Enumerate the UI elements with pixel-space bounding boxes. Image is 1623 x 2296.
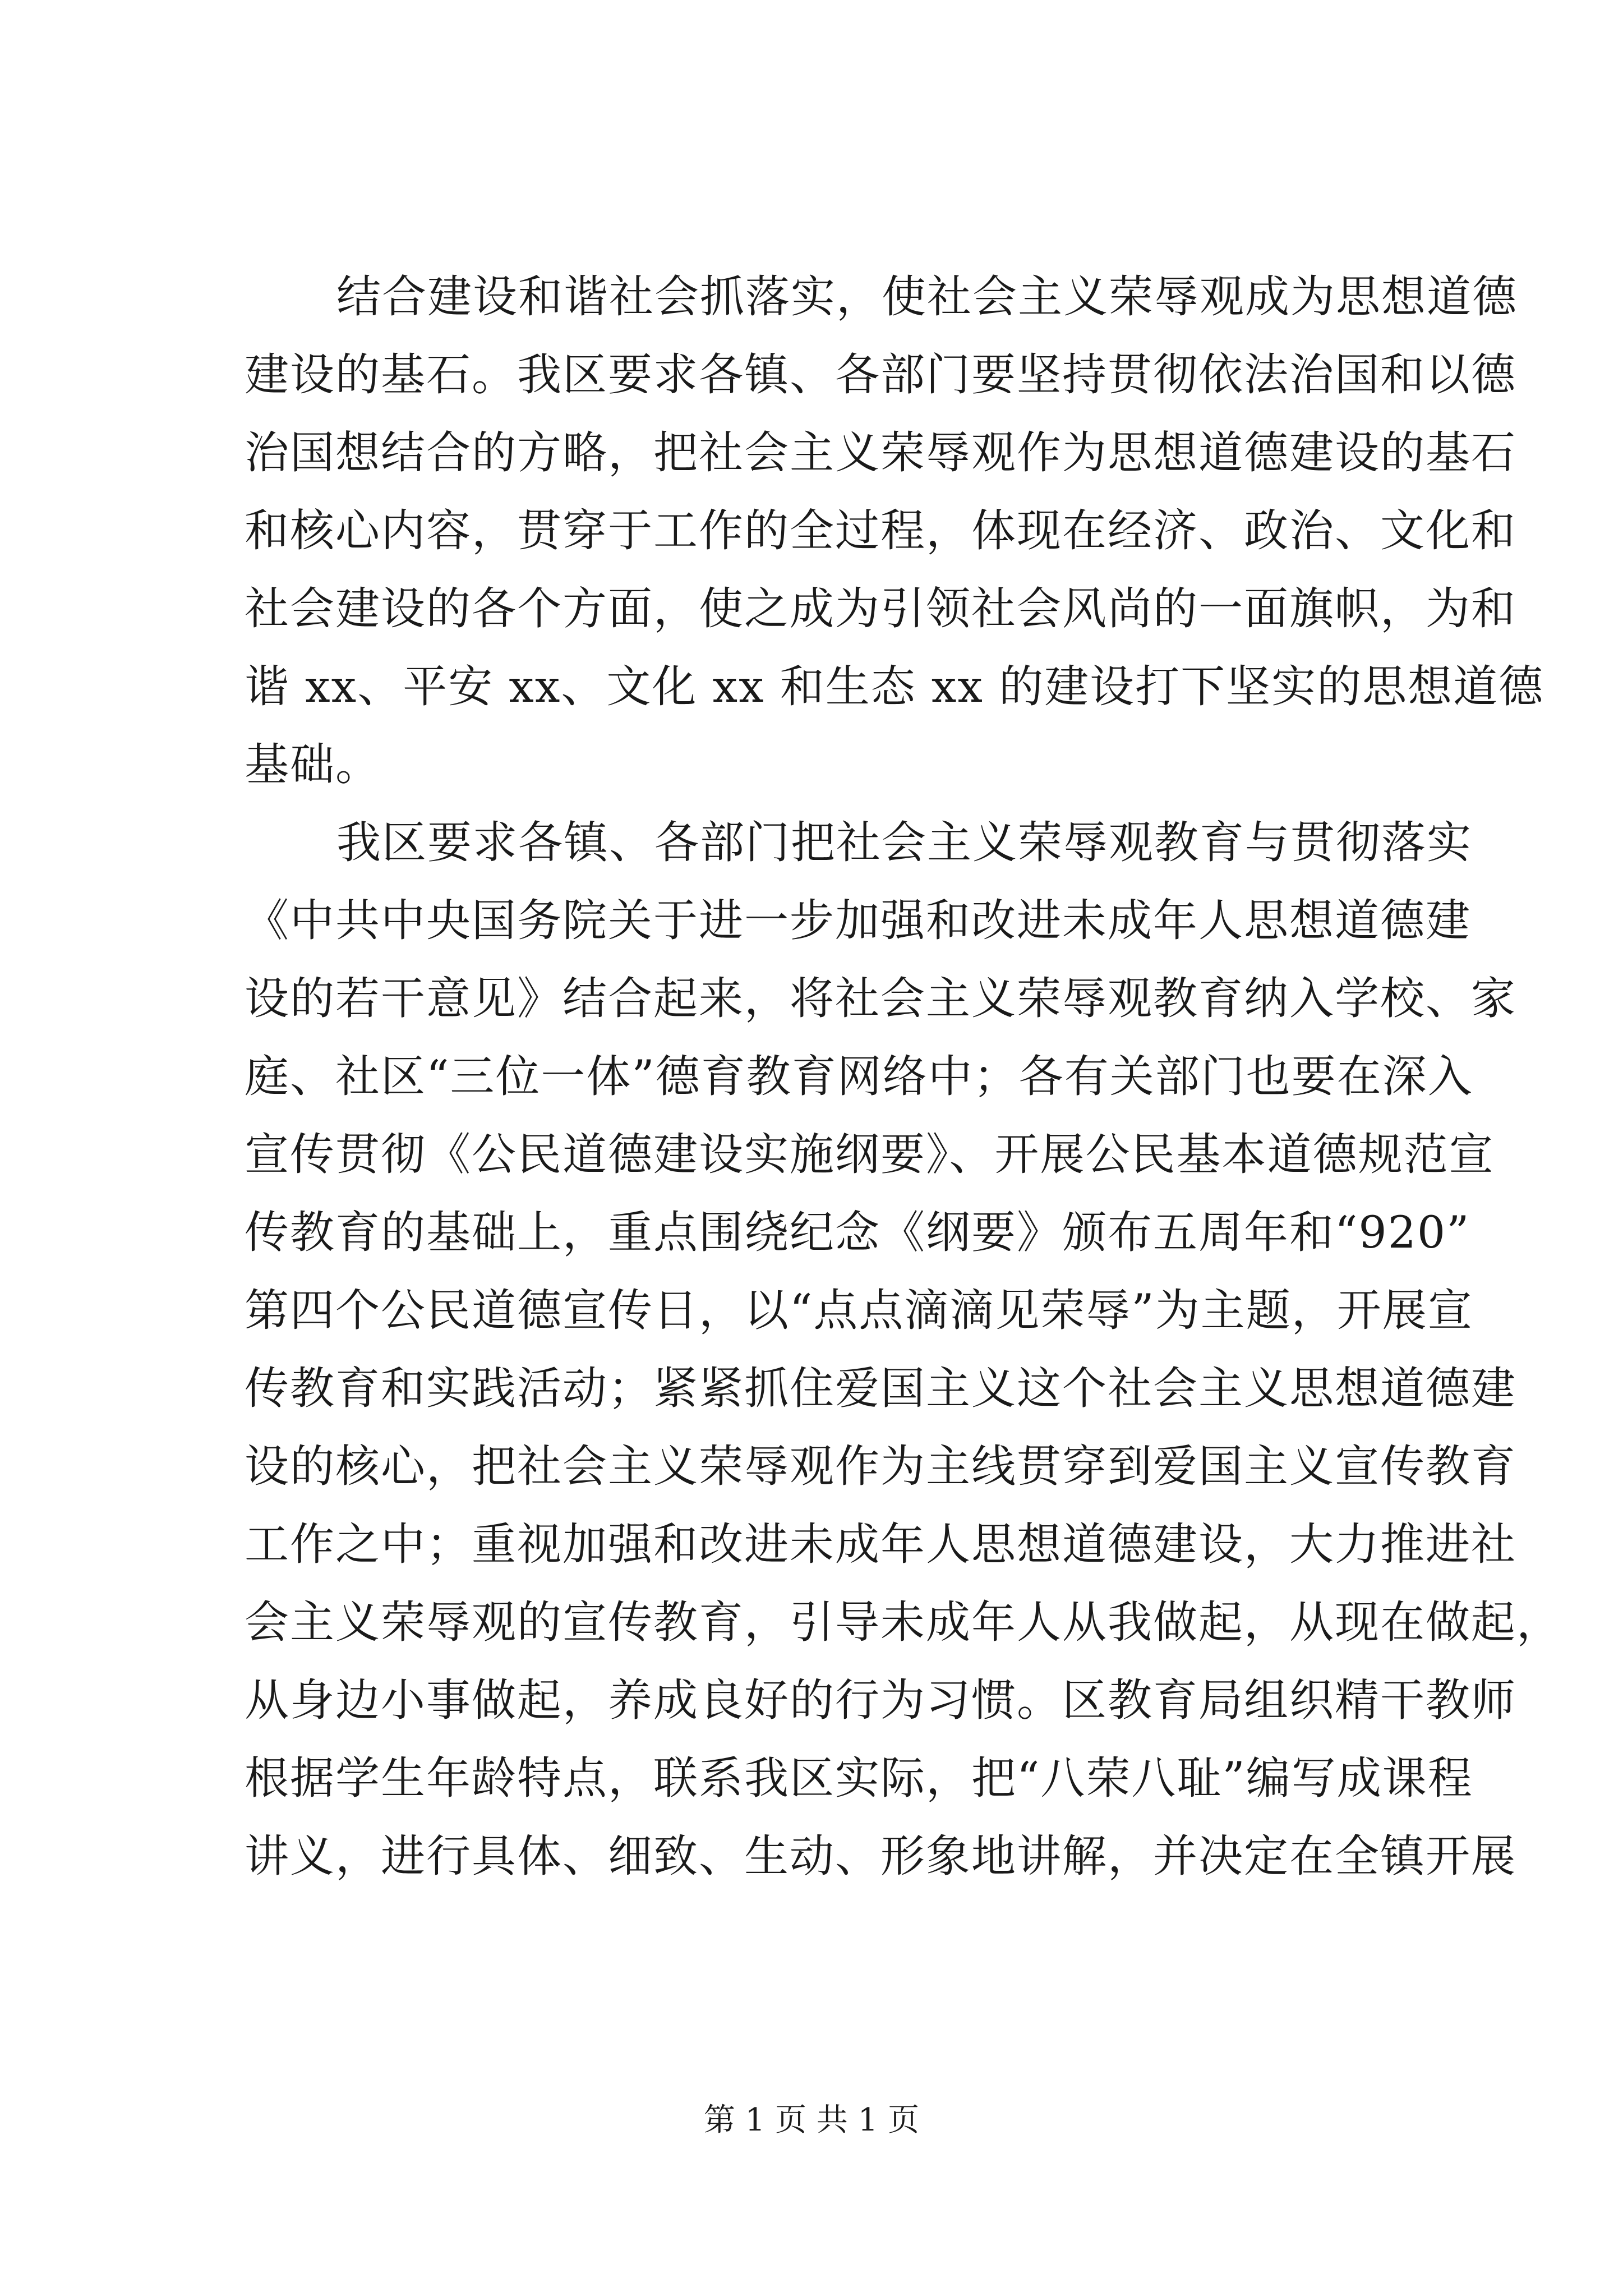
paragraph-2-line-3: 设的若干意见》结合起来，将社会主义荣辱观教育纳入学校、家 — [245, 973, 1516, 1024]
paragraph-2-line-2: 《中共中央国务院关于进一步加强和改进未成年人思想道德建 — [245, 895, 1471, 946]
paragraph-1-line-6: 谐 xx、平安 xx、文化 xx 和生态 xx 的建设打下坚实的思想道德 — [245, 661, 1544, 712]
paragraph-1-line-5: 社会建设的各个方面，使之成为引领社会风尚的一面旗帜，为和 — [245, 583, 1516, 634]
paragraph-2-line-1: 我区要求各镇、各部门把社会主义荣辱观教育与贯彻落实 — [336, 817, 1472, 868]
paragraph-1-line-2: 建设的基石。我区要求各镇、各部门要坚持贯彻依法治国和以德 — [245, 349, 1516, 401]
paragraph-2-line-8: 传教育和实践活动；紧紧抓住爱国主义这个社会主义思想道德建 — [245, 1363, 1516, 1414]
paragraph-2-line-9: 设的核心，把社会主义荣辱观作为主线贯穿到爱国主义宣传教育 — [245, 1441, 1516, 1492]
paragraph-2-line-14: 讲义，进行具体、细致、生动、形象地讲解，并决定在全镇开展 — [245, 1830, 1516, 1882]
page-number-footer: 第 1 页 共 1 页 — [703, 2102, 920, 2138]
document-body — [245, 258, 1562, 1895]
paragraph-2-line-11: 会主义荣辱观的宣传教育，引导未成年人从我做起，从现在做起， — [245, 1596, 1562, 1648]
paragraph-2-line-5: 宣传贯彻《公民道德建设实施纲要》、开展公民基本道德规范宣 — [245, 1129, 1495, 1180]
paragraph-2-line-10: 工作之中；重视加强和改进未成年人思想道德建设，大力推进社 — [245, 1519, 1516, 1570]
paragraph-2-line-4: 庭、社区“三位一体”德育教育网络中；各有关部门也要在深入 — [245, 1051, 1473, 1102]
paragraph-1-line-7: 基础。 — [245, 739, 381, 790]
paragraph-2-line-13: 根据学生年龄特点，联系我区实际，把“八荣八耻”编写成课程 — [245, 1752, 1473, 1804]
paragraph-1-line-3: 治国想结合的方略，把社会主义荣辱观作为思想道德建设的基石 — [245, 427, 1516, 478]
paragraph-1-line-4: 和核心内容，贯穿于工作的全过程，体现在经济、政治、文化和 — [245, 505, 1516, 556]
paragraph-2-line-12: 从身边小事做起，养成良好的行为习惯。区教育局组织精干教师 — [245, 1674, 1516, 1726]
paragraph-1-line-1: 结合建设和谐社会抓落实，使社会主义荣辱观成为思想道德 — [336, 271, 1518, 323]
paragraph-2-line-6: 传教育的基础上，重点围绕纪念《纲要》颁布五周年和“920” — [245, 1207, 1470, 1258]
paragraph-2-line-7: 第四个公民道德宣传日，以“点点滴滴见荣辱”为主题，开展宣 — [245, 1285, 1473, 1336]
